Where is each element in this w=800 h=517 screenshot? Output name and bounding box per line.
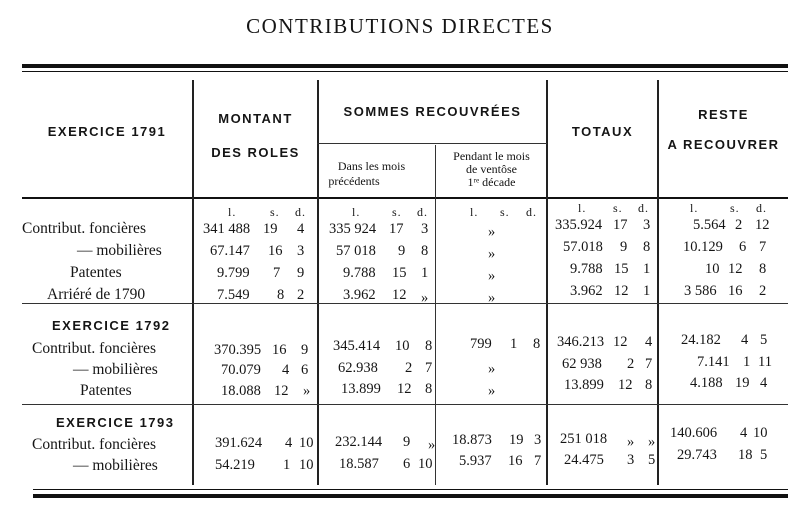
header-sommes-prec-2: précédents bbox=[328, 174, 380, 188]
unit-montant-s: s. bbox=[270, 205, 280, 219]
cell-totaux-s: 12 bbox=[613, 334, 628, 350]
cell-totaux-s: 2 bbox=[627, 356, 635, 372]
cell-montant-d: 2 bbox=[297, 287, 305, 303]
cell-totaux-d: 3 bbox=[643, 217, 651, 233]
cell-montant-l: 67.147 bbox=[210, 243, 250, 259]
unit-reste-d: d. bbox=[756, 201, 767, 215]
cell-prec-d: » bbox=[428, 437, 436, 453]
cell-reste-d: 2 bbox=[759, 283, 767, 299]
row-label: — mobilières bbox=[77, 242, 162, 259]
cell-totaux-d: 4 bbox=[645, 334, 653, 350]
cell-prec-d: 1 bbox=[421, 265, 429, 281]
cell-montant-l: 391.624 bbox=[215, 435, 263, 451]
cell-totaux-s: 12 bbox=[618, 377, 633, 393]
page-title: CONTRIBUTIONS DIRECTES bbox=[246, 14, 554, 38]
cell-prec-l: 345.414 bbox=[333, 338, 381, 354]
cell-prec-d: 3 bbox=[421, 221, 429, 237]
row-label: Patentes bbox=[70, 264, 122, 281]
cell-montant-l: 7.549 bbox=[217, 287, 250, 303]
cell-totaux-l: 13.899 bbox=[564, 377, 604, 393]
cell-totaux-d: 1 bbox=[643, 261, 651, 277]
cell-totaux-d: 8 bbox=[643, 239, 651, 255]
cell-montant-s: 16 bbox=[268, 243, 283, 259]
cell-totaux-s: » bbox=[627, 434, 635, 450]
cell-montant-s: 19 bbox=[263, 221, 278, 237]
cell-vent-d: 7 bbox=[534, 453, 542, 469]
header-reste-2: A RECOUVRER bbox=[667, 137, 780, 152]
cell-prec-l: 18.587 bbox=[339, 456, 379, 472]
cell-totaux-s: 17 bbox=[613, 217, 628, 233]
cell-reste-l: 10 bbox=[705, 261, 720, 277]
unit-reste-s: s. bbox=[730, 201, 740, 215]
cell-reste-s: 19 bbox=[735, 375, 750, 391]
cell-prec-d: 7 bbox=[425, 360, 433, 376]
cell-montant-s: 4 bbox=[282, 362, 290, 378]
cell-montant-l: 341 488 bbox=[203, 221, 251, 237]
cell-totaux-l: 9.788 bbox=[570, 261, 603, 277]
cell-prec-s: 12 bbox=[397, 381, 412, 397]
unit-prec-s: s. bbox=[392, 205, 402, 219]
section-rule-1793 bbox=[22, 404, 788, 405]
cell-totaux-l: 346.213 bbox=[557, 334, 605, 350]
cell-vent-d: 3 bbox=[534, 432, 542, 448]
cell-reste-s: 4 bbox=[740, 425, 748, 441]
header-rule bbox=[22, 197, 788, 199]
cell-vent-l: 5.937 bbox=[459, 453, 492, 469]
sommes-subrule bbox=[317, 143, 547, 144]
cell-reste-l: 3 586 bbox=[684, 283, 717, 299]
unit-totaux-s: s. bbox=[613, 201, 623, 215]
top-rule-thick bbox=[22, 64, 788, 68]
cell-reste-d: 7 bbox=[759, 239, 767, 255]
row-label: Patentes bbox=[80, 382, 132, 399]
cell-montant-l: 54.219 bbox=[215, 457, 255, 473]
bottom-rule-thin bbox=[33, 489, 788, 490]
cell-prec-l: 335 924 bbox=[329, 221, 377, 237]
cell-vent-d: » bbox=[488, 361, 496, 377]
cell-totaux-l: 24.475 bbox=[564, 452, 604, 468]
cell-totaux-d: 5 bbox=[648, 452, 656, 468]
header-sommes-vent-1: Pendant le mois bbox=[453, 149, 530, 163]
cell-totaux-s: 9 bbox=[620, 239, 628, 255]
cell-montant-d: 9 bbox=[297, 265, 305, 281]
col-divider-3 bbox=[435, 145, 436, 485]
cell-totaux-l: 251 018 bbox=[560, 431, 608, 447]
unit-vent-s: s. bbox=[500, 205, 510, 219]
col-divider-1 bbox=[192, 80, 194, 485]
cell-montant-l: 70.079 bbox=[221, 362, 261, 378]
header-sommes-vent-2: de ventôse bbox=[466, 162, 517, 176]
unit-prec-d: d. bbox=[417, 205, 428, 219]
section-heading-1792: EXERCICE 1792 bbox=[52, 318, 171, 333]
row-label: Contribut. foncières bbox=[32, 436, 156, 453]
cell-totaux-l: 62 938 bbox=[562, 356, 602, 372]
cell-reste-s: 4 bbox=[741, 332, 749, 348]
cell-vent-d: 8 bbox=[533, 336, 541, 352]
top-rule-thin bbox=[22, 71, 788, 72]
cell-reste-d: 5 bbox=[760, 447, 768, 463]
cell-reste-s: 6 bbox=[739, 239, 747, 255]
cell-reste-d: 12 bbox=[755, 217, 770, 233]
cell-montant-d: 10 bbox=[299, 435, 314, 451]
header-sommes-vent-3: 1ʳᵉ décade bbox=[467, 175, 516, 189]
cell-vent-d: » bbox=[488, 268, 496, 284]
cell-prec-d: 10 bbox=[418, 456, 433, 472]
cell-prec-d: 8 bbox=[425, 338, 433, 354]
unit-montant-d: d. bbox=[295, 205, 306, 219]
cell-totaux-l: 335.924 bbox=[555, 217, 603, 233]
cell-reste-s: 1 bbox=[743, 354, 751, 370]
cell-prec-l: 9.788 bbox=[343, 265, 376, 281]
cell-vent-d: » bbox=[488, 290, 496, 306]
cell-totaux-l: 57.018 bbox=[563, 239, 603, 255]
cell-montant-s: 8 bbox=[277, 287, 285, 303]
unit-totaux-l: l. bbox=[578, 201, 587, 215]
cell-reste-s: 2 bbox=[735, 217, 743, 233]
cell-montant-l: 9.799 bbox=[217, 265, 250, 281]
header-sommes-prec-1: Dans les mois bbox=[337, 159, 406, 173]
cell-vent-l: 799 bbox=[470, 336, 492, 352]
header-reste-1: RESTE bbox=[698, 107, 749, 122]
cell-montant-d: 9 bbox=[301, 342, 309, 358]
cell-vent-d: » bbox=[488, 383, 496, 399]
cell-vent-d: » bbox=[488, 246, 496, 262]
unit-reste-l: l. bbox=[690, 201, 699, 215]
cell-reste-d: 11 bbox=[758, 354, 772, 370]
cell-reste-l: 5.564 bbox=[693, 217, 726, 233]
cell-montant-d: 6 bbox=[301, 362, 309, 378]
cell-prec-s: 6 bbox=[403, 456, 411, 472]
cell-montant-s: 16 bbox=[272, 342, 287, 358]
unit-totaux-d: d. bbox=[638, 201, 649, 215]
cell-prec-d: 8 bbox=[421, 243, 429, 259]
cell-totaux-s: 15 bbox=[614, 261, 629, 277]
cell-prec-s: 9 bbox=[403, 434, 411, 450]
cell-vent-s: 1 bbox=[510, 336, 518, 352]
cell-totaux-d: » bbox=[648, 434, 656, 450]
row-label: Contribut. foncières bbox=[32, 340, 156, 357]
cell-montant-l: 370.395 bbox=[214, 342, 262, 358]
cell-prec-l: 13.899 bbox=[341, 381, 381, 397]
cell-reste-s: 18 bbox=[738, 447, 753, 463]
cell-reste-l: 4.188 bbox=[690, 375, 723, 391]
header-montant-2: DES ROLES bbox=[211, 145, 300, 160]
cell-prec-s: 17 bbox=[389, 221, 404, 237]
cell-prec-d: » bbox=[421, 290, 429, 306]
cell-montant-l: 18.088 bbox=[221, 383, 261, 399]
bottom-rule-thick bbox=[33, 494, 788, 498]
cell-prec-s: 12 bbox=[392, 287, 407, 303]
row-label: Arriéré de 1790 bbox=[47, 286, 146, 303]
cell-reste-d: 4 bbox=[760, 375, 768, 391]
cell-prec-s: 9 bbox=[398, 243, 406, 259]
cell-prec-s: 15 bbox=[392, 265, 407, 281]
unit-vent-d: d. bbox=[526, 205, 537, 219]
cell-vent-l: 18.873 bbox=[452, 432, 492, 448]
cell-prec-l: 232.144 bbox=[335, 434, 383, 450]
cell-reste-l: 7.141 bbox=[697, 354, 730, 370]
cell-vent-s: 16 bbox=[508, 453, 523, 469]
section-heading-1793: EXERCICE 1793 bbox=[56, 415, 175, 430]
cell-reste-d: 8 bbox=[759, 261, 767, 277]
cell-montant-d: » bbox=[303, 383, 311, 399]
unit-montant-l: l. bbox=[228, 205, 237, 219]
col-divider-2 bbox=[317, 80, 319, 485]
cell-vent-s: 19 bbox=[509, 432, 524, 448]
col-divider-4 bbox=[546, 80, 548, 485]
cell-prec-d: 8 bbox=[425, 381, 433, 397]
cell-reste-s: 16 bbox=[728, 283, 743, 299]
cell-prec-l: 57 018 bbox=[336, 243, 376, 259]
cell-montant-d: 3 bbox=[297, 243, 305, 259]
header-exercice: EXERCICE 1791 bbox=[47, 124, 167, 139]
cell-prec-l: 3.962 bbox=[343, 287, 376, 303]
cell-reste-d: 5 bbox=[760, 332, 768, 348]
cell-montant-s: 1 bbox=[283, 457, 291, 473]
header-montant-1: MONTANT bbox=[218, 111, 293, 126]
cell-reste-l: 10.129 bbox=[683, 239, 723, 255]
cell-prec-s: 10 bbox=[395, 338, 410, 354]
row-label: Contribut. foncières bbox=[22, 220, 146, 237]
cell-vent-d: » bbox=[488, 224, 496, 240]
cell-totaux-s: 12 bbox=[614, 283, 629, 299]
cell-totaux-l: 3.962 bbox=[570, 283, 603, 299]
cell-montant-d: 10 bbox=[299, 457, 314, 473]
cell-totaux-d: 8 bbox=[645, 377, 653, 393]
row-label: — mobilières bbox=[73, 457, 158, 474]
cell-totaux-s: 3 bbox=[627, 452, 635, 468]
cell-montant-s: 7 bbox=[273, 265, 281, 281]
cell-reste-l: 24.182 bbox=[681, 332, 721, 348]
unit-vent-l: l. bbox=[470, 205, 479, 219]
cell-reste-l: 29.743 bbox=[677, 447, 717, 463]
cell-reste-d: 10 bbox=[753, 425, 768, 441]
unit-prec-l: l. bbox=[352, 205, 361, 219]
cell-prec-l: 62.938 bbox=[338, 360, 378, 376]
row-label: — mobilières bbox=[73, 361, 158, 378]
cell-montant-s: 4 bbox=[285, 435, 293, 451]
cell-montant-s: 12 bbox=[274, 383, 289, 399]
cell-reste-s: 12 bbox=[728, 261, 743, 277]
cell-reste-l: 140.606 bbox=[670, 425, 718, 441]
cell-montant-d: 4 bbox=[297, 221, 305, 237]
cell-prec-s: 2 bbox=[405, 360, 413, 376]
header-totaux: TOTAUX bbox=[571, 124, 634, 139]
header-sommes: SOMMES RECOUVRÉES bbox=[343, 104, 522, 119]
cell-totaux-d: 1 bbox=[643, 283, 651, 299]
cell-totaux-d: 7 bbox=[645, 356, 653, 372]
